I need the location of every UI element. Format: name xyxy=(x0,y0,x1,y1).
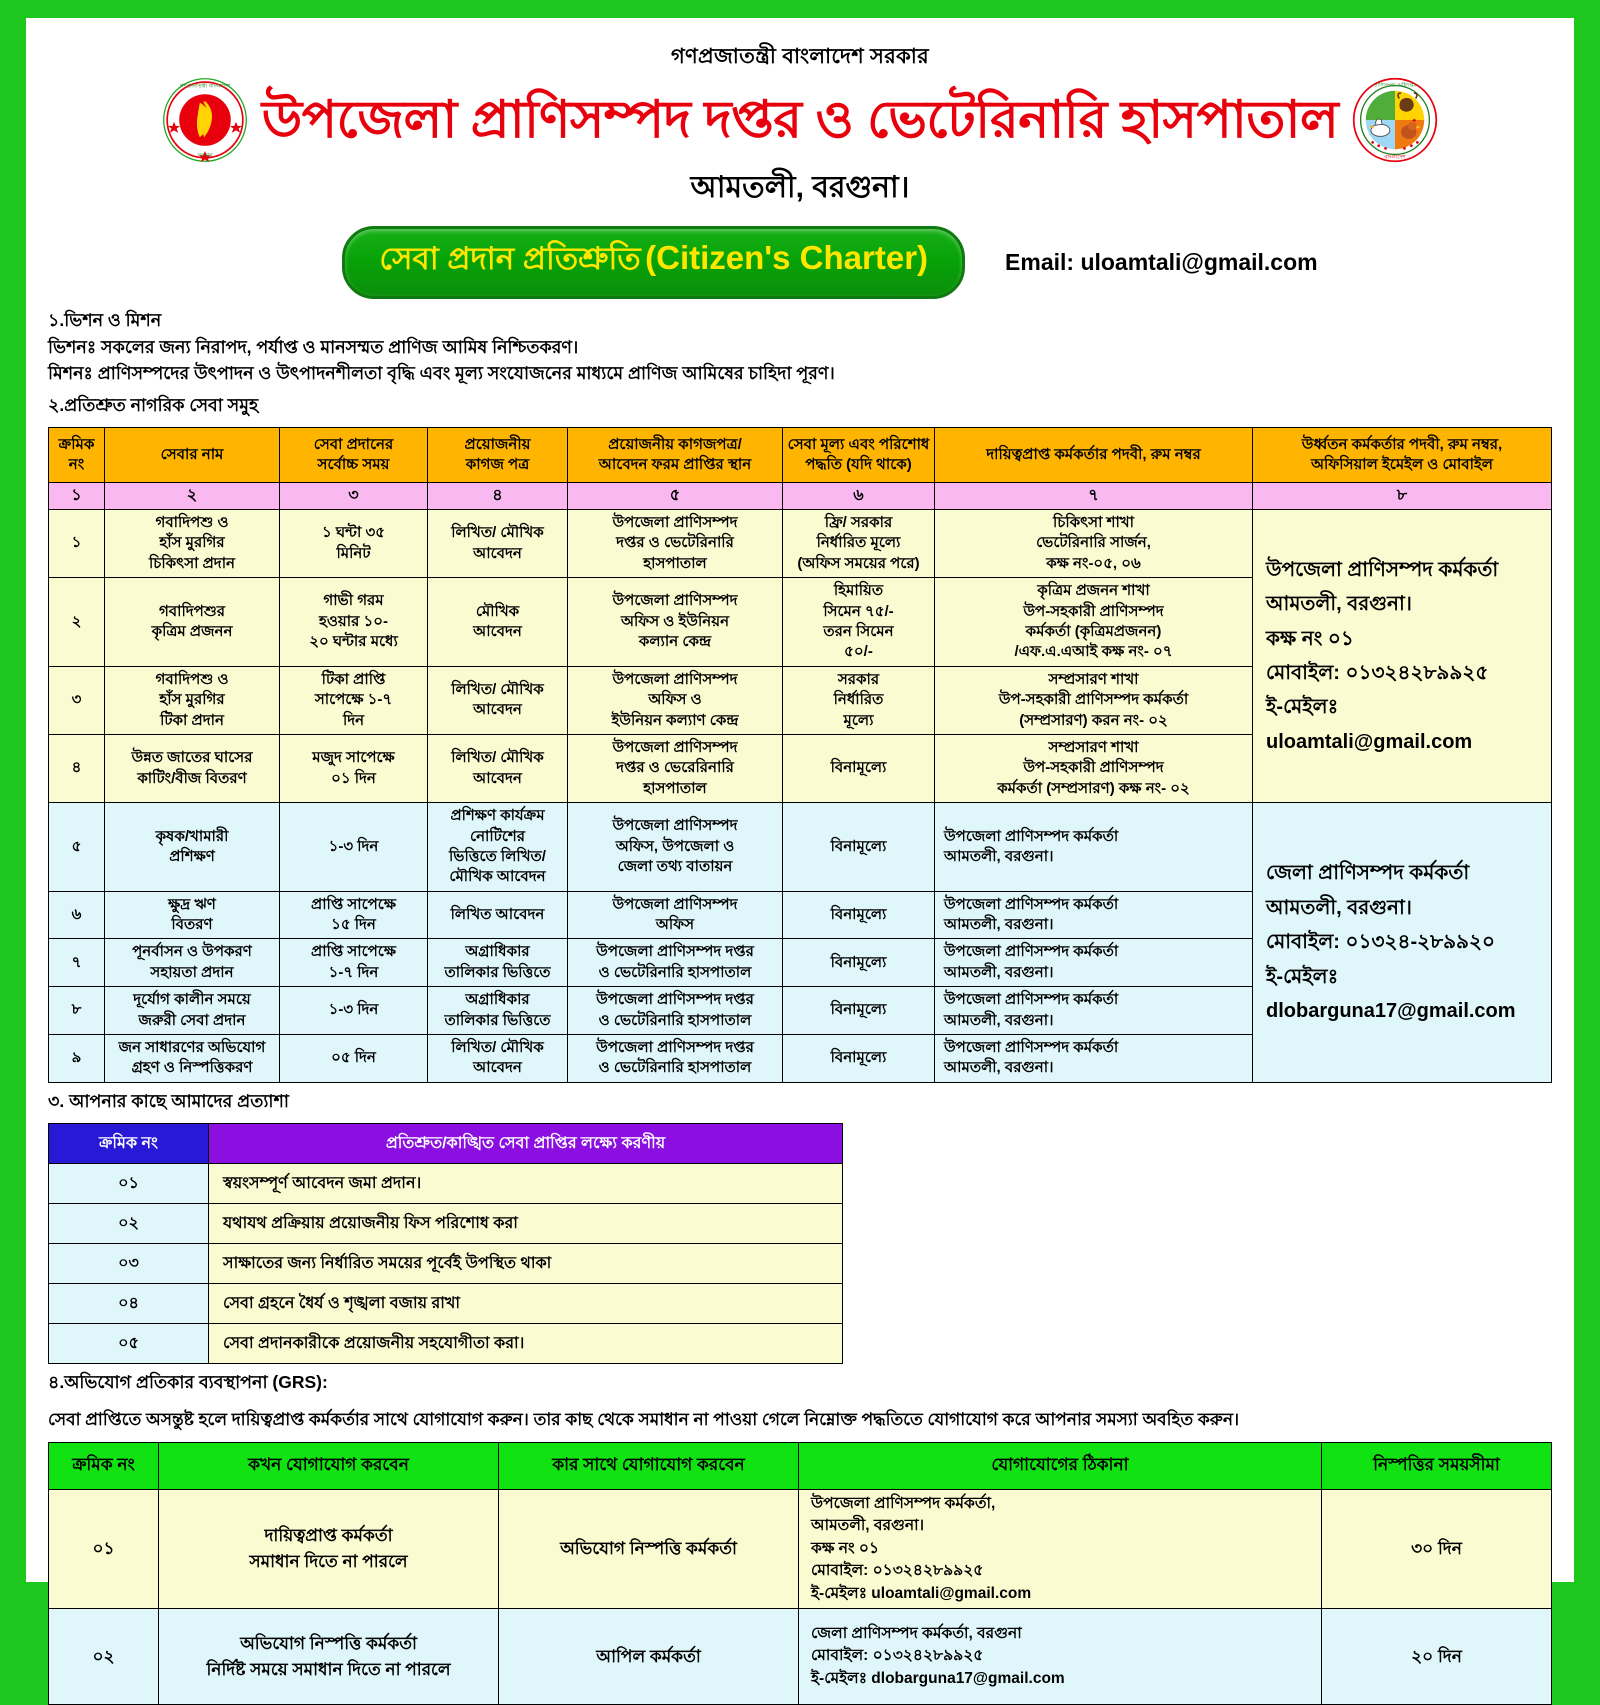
list-item xyxy=(49,1203,843,1243)
grs-cell-sl: ০২ xyxy=(49,1609,159,1705)
table-row xyxy=(49,1489,1552,1608)
services-col-number-8: ৮ xyxy=(1253,483,1552,510)
services-section-title: ২.প্রতিশ্রুত নাগরিক সেবা সমুহ xyxy=(48,394,259,415)
services-cell-place: উপজেলা প্রাণিসম্পদ অফিস xyxy=(568,891,783,939)
header-email: Email: uloamtali@gmail.com xyxy=(1005,249,1318,275)
services-cell-officer: সম্প্রসারণ শাখা উপ-সহকারী প্রাণিসম্পদ কর্মকর্তা (সম্প্রসারণ) কক্ষ নং- ০২ xyxy=(935,734,1253,802)
expectations-text: স্বয়ংসম্পূর্ণ আবেদন জমা প্রদান। xyxy=(209,1163,843,1203)
expectations-sl: ০১ xyxy=(49,1163,209,1203)
grs-cell-deadline: ২০ দিন xyxy=(1322,1609,1552,1705)
services-cell-sl: ১ xyxy=(49,510,105,578)
services-col-header-7: দায়িত্বপ্রাপ্ত কর্মকর্তার পদবী, রুম নম্বর xyxy=(935,427,1253,483)
expectations-text: সাক্ষাতের জন্য নির্ধারিত সময়ের পূর্বেই উপস্থিত থাকা xyxy=(209,1243,843,1283)
mission-line: মিশনঃ প্রাণিসম্পদের উৎপাদন ও উৎপাদনশীলতা বৃদ্ধি এবং মূল্য সংযোজনের মাধ্যমে প্রাণিজ আমিষের চাহিদা পূরণ। xyxy=(48,363,835,384)
services-cell-time: ১-৩ দিন xyxy=(280,803,428,892)
services-cell-sl: ৬ xyxy=(49,891,105,939)
services-table-body xyxy=(49,510,1552,1083)
grs-note: সেবা প্রাপ্তিতে অসন্তুষ্ট হলে দায়িত্বপ্রাপ্ত কর্মকর্তার সাথে যোগাযোগ করুন। তার কাছ থেকে সমাধান না পাওয়া গেলে নিম্নোক্ত পদ্ধতিতে যোগাযোগ করে আপনার সমস্যা অবহিত করুন। xyxy=(48,1409,1240,1429)
services-cell-time: প্রাপ্তি সাপেক্ষে ১-৭ দিন xyxy=(280,939,428,987)
list-item xyxy=(49,1163,843,1203)
services-cell-sl: ৪ xyxy=(49,734,105,802)
services-cell-docs: অগ্রাধিকার তালিকার ভিত্তিতে xyxy=(428,987,568,1035)
services-cell-service: ক্ষুদ্র ঋণ বিতরণ xyxy=(105,891,280,939)
services-cell-time: ০৫ দিন xyxy=(280,1035,428,1083)
citizens-charter-badge xyxy=(342,226,965,299)
vision-line: ভিশনঃ সকলের জন্য নিরাপদ, পর্যাপ্ত ও মানসম্মত প্রাণিজ আমিষ নিশ্চিতকরণ। xyxy=(48,336,579,357)
grs-col-header-3: কার সাথে যোগাযোগ করবেন xyxy=(499,1442,799,1489)
title-row xyxy=(48,77,1552,163)
services-col-number-6: ৬ xyxy=(783,483,935,510)
charter-label-bn: সেবা প্রদান প্রতিশ্রুতি xyxy=(379,241,641,276)
grs-col-header-4: যোগাযোগের ঠিকানা xyxy=(799,1442,1322,1489)
charter-banner-row xyxy=(48,226,1552,299)
services-cell-time: ১ ঘন্টা ৩৫ মিনিট xyxy=(280,510,428,578)
svg-text:বাংলাদেশ: বাংলাদেশ xyxy=(1384,154,1406,161)
services-cell-sl: ৭ xyxy=(49,939,105,987)
list-item xyxy=(49,1323,843,1363)
grs-cell-deadline: ৩০ দিন xyxy=(1322,1489,1552,1608)
services-table-colnumber-row xyxy=(49,483,1552,510)
office-location: আমতলী, বরগুনা। xyxy=(690,171,910,204)
services-cell-place: উপজেলা প্রাণিসম্পদ দপ্তর ও ভেটেরিনারি হাসপাতাল xyxy=(568,987,783,1035)
services-cell-place: উপজেলা প্রাণিসম্পদ দপ্তর ও ভেটেরিনারি হাসপাতাল xyxy=(568,510,783,578)
services-cell-place: উপজেলা প্রাণিসম্পদ অফিস ও ইউনিয়ন কল্যান কেন্দ্র xyxy=(568,578,783,667)
services-col-header-8: উর্ধ্বতন কর্মকর্তার পদবী, রুম নম্বর, অফিসিয়াল ইমেইল ও মোবাইল xyxy=(1253,427,1552,483)
page-title: উপজেলা প্রাণিসম্পদ দপ্তর ও ভেটেরিনারি হাসপাতাল xyxy=(261,90,1339,149)
services-cell-docs: লিখিত/ মৌখিক আবেদন xyxy=(428,510,568,578)
expectations-text: যথাযথ প্রক্রিয়ায় প্রয়োজনীয় ফিস পরিশোধ করা xyxy=(209,1203,843,1243)
grs-cell-whom: আপিল কর্মকর্তা xyxy=(499,1609,799,1705)
services-cell-officer: উপজেলা প্রাণিসম্পদ কর্মকর্তা আমতলী, বরগুনা। xyxy=(935,939,1253,987)
services-cell-officer: উপজেলা প্রাণিসম্পদ কর্মকর্তা আমতলী, বরগুনা। xyxy=(935,1035,1253,1083)
services-cell-fee: ফ্রি/ সরকার নির্ধারিত মূল্যে (অফিস সময়ের পরে) xyxy=(783,510,935,578)
services-table-header-row xyxy=(49,427,1552,483)
services-col-header-3: সেবা প্রদানের সর্বোচ্চ সময় xyxy=(280,427,428,483)
services-cell-place: উপজেলা প্রাণিসম্পদ অফিস, উপজেলা ও জেলা তথ্য বাতায়ন xyxy=(568,803,783,892)
svg-text:প্রাণিসম্পদ অধিদপ্তর: প্রাণিসম্পদ অধিদপ্তর xyxy=(1374,82,1417,89)
services-col-header-5: প্রয়োজনীয় কাগজপত্র/ আবেদন ফরম প্রাপ্তির স্থান xyxy=(568,427,783,483)
expectations-col-header-1: ক্রমিক নং xyxy=(49,1123,209,1163)
services-cell-fee: বিনামূল্যে xyxy=(783,1035,935,1083)
services-col-number-1: ১ xyxy=(49,483,105,510)
services-cell-fee: হিমায়িত সিমেন ৭৫/- তরন সিমেন ৫০/- xyxy=(783,578,935,667)
document-page xyxy=(26,18,1574,1687)
bangladesh-government-emblem-icon xyxy=(162,77,248,163)
services-cell-place: উপজেলা প্রাণিসম্পদ দপ্তর ও ভেটেরিনারি হাসপাতাল xyxy=(568,1035,783,1083)
table-row xyxy=(49,1609,1552,1705)
grs-col-header-2: কখন যোগাযোগ করবেন xyxy=(159,1442,499,1489)
services-cell-service: গবাদিপশু ও হাঁস মুরগির চিকিৎসা প্রদান xyxy=(105,510,280,578)
superior-officer-block-upazila: উপজেলা প্রাণিসম্পদ কর্মকর্তা আমতলী, বরগুনা। কক্ষ নং ০১ মোবাইল: ০১৩২৪২৮৯৯২৫ ই-মেইলঃ uloamtali@gmail.com xyxy=(1253,510,1552,803)
services-cell-time: প্রাপ্তি সাপেক্ষে ১৫ দিন xyxy=(280,891,428,939)
charter-label-en: (Citizen's Charter) xyxy=(645,239,929,276)
expectations-sl: ০৪ xyxy=(49,1283,209,1323)
services-cell-docs: লিখিত/ মৌখিক আবেদন xyxy=(428,734,568,802)
expectations-body xyxy=(49,1163,843,1363)
services-cell-fee: বিনামূল্যে xyxy=(783,939,935,987)
superior-officer-block-district: জেলা প্রাণিসম্পদ কর্মকর্তা আমতলী, বরগুনা। মোবাইল: ০১৩২৪-২৮৯৯২০ ই-মেইলঃ dlobarguna17@gmail.com xyxy=(1253,803,1552,1083)
services-cell-time: ১-৩ দিন xyxy=(280,987,428,1035)
expectations-sl: ০৫ xyxy=(49,1323,209,1363)
services-cell-sl: ৩ xyxy=(49,666,105,734)
services-cell-service: গবাদিপশুর কৃত্রিম প্রজনন xyxy=(105,578,280,667)
services-cell-sl: ২ xyxy=(49,578,105,667)
services-cell-fee: বিনামূল্যে xyxy=(783,987,935,1035)
services-cell-sl: ৮ xyxy=(49,987,105,1035)
services-cell-sl: ৫ xyxy=(49,803,105,892)
expectations-col-header-2: প্রতিশ্রুত/কাঙ্খিত সেবা প্রাপ্তির লক্ষ্যে করণীয় xyxy=(209,1123,843,1163)
services-cell-time: টিকা প্রাপ্তি সাপেক্ষে ১-৭ দিন xyxy=(280,666,428,734)
services-cell-officer: উপজেলা প্রাণিসম্পদ কর্মকর্তা আমতলী, বরগুনা। xyxy=(935,803,1253,892)
services-col-header-1: ক্রমিক নং xyxy=(49,427,105,483)
services-col-number-4: ৪ xyxy=(428,483,568,510)
services-col-number-5: ৫ xyxy=(568,483,783,510)
services-cell-service: উন্নত জাতের ঘাসের কাটিং/বীজ বিতরণ xyxy=(105,734,280,802)
expectations-sl: ০২ xyxy=(49,1203,209,1243)
grs-cell-when: দায়িত্বপ্রাপ্ত কর্মকর্তা সমাধান দিতে না পারলে xyxy=(159,1489,499,1608)
grs-cell-when: অভিযোগ নিস্পত্তি কর্মকর্তা নির্দিষ্ট সময়ে সমাধান দিতে না পারলে xyxy=(159,1609,499,1705)
grs-cell-sl: ০১ xyxy=(49,1489,159,1608)
grs-table xyxy=(48,1442,1552,1705)
department-of-livestock-services-logo-icon xyxy=(1352,77,1438,163)
vision-section-title: ১.ভিশন ও মিশন xyxy=(48,310,162,330)
services-cell-docs: লিখিত/ মৌখিক আবেদন xyxy=(428,1035,568,1083)
services-cell-officer: সম্প্রসারণ শাখা উপ-সহকারী প্রাণিসম্পদ কর্মকর্তা (সম্প্রসারণ) করন নং- ০২ xyxy=(935,666,1253,734)
svg-text:গণপ্রজাতন্ত্রী বাংলাদেশ: গণপ্রজাতন্ত্রী বাংলাদেশ xyxy=(179,83,231,90)
list-item xyxy=(49,1243,843,1283)
services-cell-docs: লিখিত/ মৌখিক আবেদন xyxy=(428,666,568,734)
grs-cell-address: জেলা প্রাণিসম্পদ কর্মকর্তা, বরগুনা মোবাইল: ০১৩২৪২৮৯৯২৫ ই-মেইলঃ dlobarguna17@gmail.com xyxy=(799,1609,1322,1705)
grs-cell-whom: অভিযোগ নিস্পত্তি কর্মকর্তা xyxy=(499,1489,799,1608)
services-col-header-2: সেবার নাম xyxy=(105,427,280,483)
expectations-text: সেবা গ্রহনে ধৈর্য ও শৃঙ্খলা বজায় রাখা xyxy=(209,1283,843,1323)
services-cell-officer: চিকিৎসা শাখা ভেটেরিনারি সার্জন, কক্ষ নং-০৫, ০৬ xyxy=(935,510,1253,578)
services-table xyxy=(48,427,1552,1083)
grs-col-header-5: নিস্পত্তির সময়সীমা xyxy=(1322,1442,1552,1489)
services-cell-time: গাভী গরম হওয়ার ১০- ২০ ঘন্টার মধ্যে xyxy=(280,578,428,667)
expectations-header-row xyxy=(49,1123,843,1163)
services-cell-docs: প্রশিক্ষণ কার্যক্রম নোটিশের ভিত্তিতে লিখিত/ মৌখিক আবেদন xyxy=(428,803,568,892)
table-row xyxy=(49,803,1552,892)
services-cell-service: কৃষক/খামারী প্রশিক্ষণ xyxy=(105,803,280,892)
services-cell-place: উপজেলা প্রাণিসম্পদ অফিস ও ইউনিয়ন কল্যাণ কেন্দ্র xyxy=(568,666,783,734)
svg-text:সরকার: সরকার xyxy=(197,152,213,159)
services-cell-docs: লিখিত আবেদন xyxy=(428,891,568,939)
services-cell-time: মজুদ সাপেক্ষে ০১ দিন xyxy=(280,734,428,802)
services-cell-place: উপজেলা প্রাণিসম্পদ দপ্তর ও ভেটেরিনারি হাসপাতাল xyxy=(568,939,783,987)
services-cell-fee: বিনামূল্যে xyxy=(783,803,935,892)
services-cell-place: উপজেলা প্রাণিসম্পদ দপ্তর ও ভেরেরিনারি হাসপাতাল xyxy=(568,734,783,802)
expectations-sl: ০৩ xyxy=(49,1243,209,1283)
services-cell-sl: ৯ xyxy=(49,1035,105,1083)
services-cell-officer: উপজেলা প্রাণিসম্পদ কর্মকর্তা আমতলী, বরগুনা। xyxy=(935,891,1253,939)
services-cell-service: জন সাধারণের অভিযোগ গ্রহণ ও নিস্পত্তিকরণ xyxy=(105,1035,280,1083)
services-cell-fee: বিনামূল্যে xyxy=(783,734,935,802)
grs-col-header-1: ক্রমিক নং xyxy=(49,1442,159,1489)
services-cell-service: পূনর্বাসন ও উপকরণ সহায়তা প্রদান xyxy=(105,939,280,987)
grs-section-title: ৪.অভিযোগ প্রতিকার ব্যবস্থাপনা (GRS): xyxy=(48,1371,328,1392)
services-cell-docs: মৌখিক আবেদন xyxy=(428,578,568,667)
services-cell-service: গবাদিপশু ও হাঁস মুরগির টিকা প্রদান xyxy=(105,666,280,734)
list-item xyxy=(49,1283,843,1323)
services-cell-fee: সরকার নির্ধারিত মূল্যে xyxy=(783,666,935,734)
services-cell-officer: কৃত্রিম প্রজনন শাখা উপ-সহকারী প্রাণিসম্পদ কর্মকর্তা (কৃত্রিমপ্রজনন) /এফ.এ.এআই কক্ষ নং- ০৭ xyxy=(935,578,1253,667)
services-cell-docs: অগ্রাধিকার তালিকার ভিত্তিতে xyxy=(428,939,568,987)
government-line: গণপ্রজাতন্ত্রী বাংলাদেশ সরকার xyxy=(670,45,930,68)
services-col-header-4: প্রয়োজনীয় কাগজ পত্র xyxy=(428,427,568,483)
services-col-number-2: ২ xyxy=(105,483,280,510)
vision-mission-block xyxy=(48,307,1552,387)
services-col-header-6: সেবা মূল্য এবং পরিশোধ পদ্ধতি (যদি থাকে) xyxy=(783,427,935,483)
expectations-table xyxy=(48,1123,843,1364)
services-col-number-7: ৭ xyxy=(935,483,1253,510)
expectations-section-title: ৩. আপনার কাছে আমাদের প্রত্যাশা xyxy=(48,1090,289,1111)
services-cell-officer: উপজেলা প্রাণিসম্পদ কর্মকর্তা আমতলী, বরগুনা। xyxy=(935,987,1253,1035)
services-cell-fee: বিনামূল্যে xyxy=(783,891,935,939)
grs-body xyxy=(49,1489,1552,1704)
grs-header-row xyxy=(49,1442,1552,1489)
expectations-text: সেবা প্রদানকারীকে প্রয়োজনীয় সহযোগীতা করা। xyxy=(209,1323,843,1363)
services-col-number-3: ৩ xyxy=(280,483,428,510)
grs-cell-address: উপজেলা প্রাণিসম্পদ কর্মকর্তা, আমতলী, বরগুনা। কক্ষ নং ০১ মোবাইল: ০১৩২৪২৮৯৯২৫ ই-মেইলঃ uloamtali@gmail.com xyxy=(799,1489,1322,1608)
table-row xyxy=(49,510,1552,578)
services-cell-service: দূর্যোগ কালীন সময়ে জরুরী সেবা প্রদান xyxy=(105,987,280,1035)
